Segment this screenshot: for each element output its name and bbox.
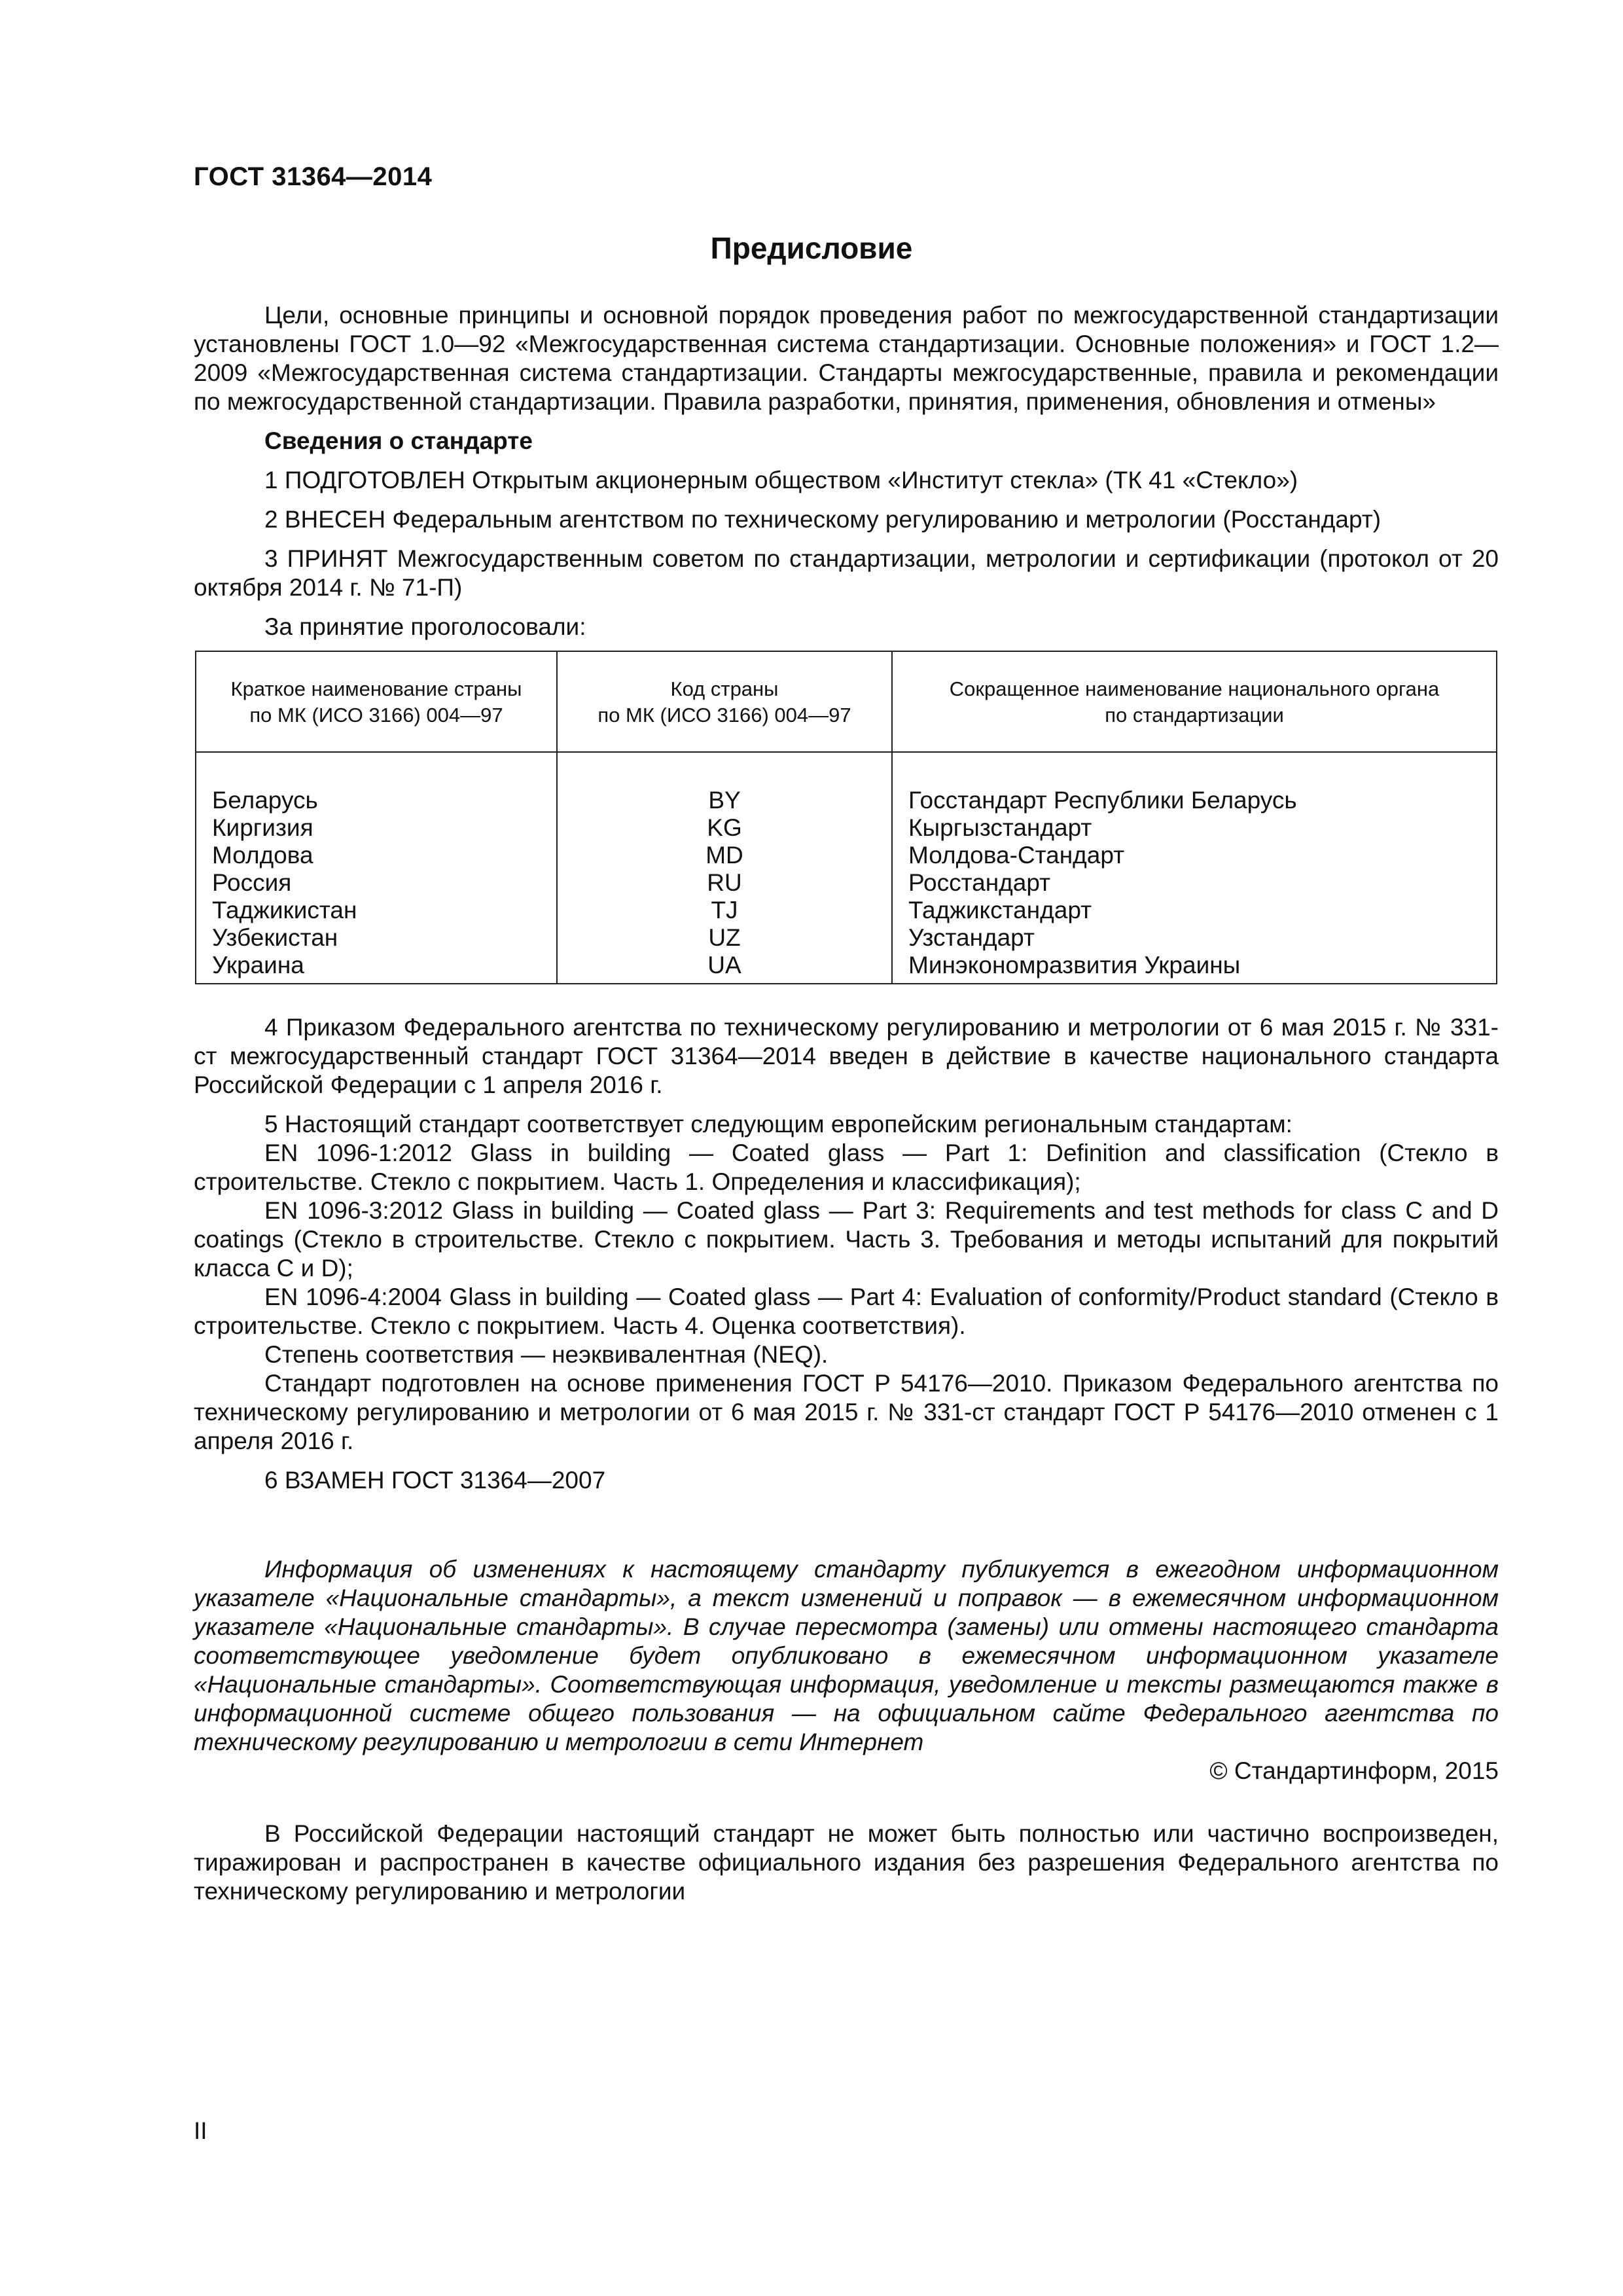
conformity-degree: Степень соответствия — неэквивалентная (NEQ). [264, 1341, 829, 1368]
voting-table [195, 651, 1497, 984]
changes-notice: Информация об изменениях к настоящему стандарту публикуется в ежегодном информационном указателе «Национальные стандарты», а текст изменений и поправок — в ежемесячном информационном указателе «Национальные стандарты». В случае пересмотра (замены) или отмены настоящего стандарта соответствующее уведомление будет опубликовано в ежемесячном информационном указателе «Национальные стандарты». Соответствующая информация, уведомление и тексты размещаются также в информационной системе общего пользования — на официальном сайте Федерального агентства по техническому регулированию и метрологии в сети Интернет [194, 1556, 1499, 1755]
item-2: 2 ВНЕСЕН Федеральным агентством по техническому регулированию и метрологии (Росстандарт) [264, 506, 1382, 533]
country-cell: Узбекистан [196, 924, 557, 952]
intro-paragraph: Цели, основные принципы и основной порядок проведения работ по межгосударственной стандартизации установлены ГОСТ 1.0—92 «Межгосударственная система стандартизации. Основные положения» и ГОСТ 1.2—2009 «Межгосударственная система стандартизации. Стандарты межгосударственные, правила и рекомендации по межгосударственной стандартизации. Правила разработки, принятия, применения, обновления и отмены» [194, 302, 1499, 415]
body-cell: Кыргызстандарт [892, 814, 1497, 842]
code-cell: RU [557, 869, 892, 897]
column-header-country: Краткое наименование страны по МК (ИСО 3166) 004—97 [196, 651, 557, 752]
table-row [196, 814, 1497, 842]
en-1096-1: EN 1096-1:2012 Glass in building — Coated glass — Part 1: Definition and classification (Стекло в строительстве. Стекло с покрытием. Часть 1. Определения и классификация); [194, 1139, 1499, 1195]
copyright: © Стандартинформ, 2015 [1209, 1757, 1499, 1784]
table-row [196, 779, 1497, 814]
country-cell: Россия [196, 869, 557, 897]
body-cell: Молдова-Стандарт [892, 842, 1497, 869]
page-number: II [194, 2117, 207, 2144]
rights-notice: В Российской Федерации настоящий стандарт не может быть полностью или частично воспроизведен, тиражирован и распространен в качестве официального издания без разрешения Федерального агентства по техническому регулированию и метрологии [194, 1820, 1499, 1905]
en-1096-3: EN 1096-3:2012 Glass in building — Coated glass — Part 3: Requirements and test methods for class C and D coatings (Стекло в строительстве. Стекло с покрытием. Часть 3. Требования и методы испытаний для покрытий класса C и D); [194, 1197, 1499, 1282]
column-header-code: Код страны по МК (ИСО 3166) 004—97 [557, 651, 892, 752]
table-row [196, 924, 1497, 952]
item-1: 1 ПОДГОТОВЛЕН Открытым акционерным обществом «Институт стекла» (ТК 41 «Стекло») [264, 467, 1298, 493]
voted-label: За принятие проголосовали: [264, 613, 586, 640]
country-cell: Беларусь [196, 779, 557, 814]
code-cell: UZ [557, 924, 892, 952]
country-cell: Молдова [196, 842, 557, 869]
country-cell: Киргизия [196, 814, 557, 842]
code-cell: UA [557, 952, 892, 984]
body-cell: Госстандарт Республики Беларусь [892, 779, 1497, 814]
table-row [196, 842, 1497, 869]
code-cell: BY [557, 779, 892, 814]
basis-paragraph: Стандарт подготовлен на основе применения ГОСТ Р 54176—2010. Приказом Федерального агентства по техническому регулированию и метрологии от 6 мая 2015 г. № 331-ст стандарт ГОСТ Р 54176—2010 отменен с 1 апреля 2016 г. [194, 1370, 1499, 1454]
body-cell: Узстандарт [892, 924, 1497, 952]
body-cell: Таджикстандарт [892, 897, 1497, 924]
item-5: 5 Настоящий стандарт соответствует следующим европейским региональным стандартам: [264, 1111, 1293, 1138]
table-row [196, 952, 1497, 984]
table-row [196, 869, 1497, 897]
en-1096-4: EN 1096-4:2004 Glass in building — Coated glass — Part 4: Evaluation of conformity/Product standard (Стекло в строительстве. Стекло с покрытием. Часть 4. Оценка соответствия). [194, 1283, 1499, 1339]
body-cell: Росстандарт [892, 869, 1497, 897]
info-heading: Сведения о стандарте [264, 427, 533, 454]
item-3: 3 ПРИНЯТ Межгосударственным советом по стандартизации, метрологии и сертификации (протокол от 20 октября 2014 г. № 71-П) [194, 545, 1499, 601]
column-header-body: Сокращенное наименование национального органа по стандартизации [892, 651, 1497, 752]
code-cell: KG [557, 814, 892, 842]
table-header-row [196, 651, 1497, 752]
item-6: 6 ВЗАМЕН ГОСТ 31364—2007 [264, 1467, 606, 1494]
page-title: Предисловие [710, 231, 913, 265]
code-cell: MD [557, 842, 892, 869]
country-cell: Украина [196, 952, 557, 984]
document-body [194, 301, 1499, 1906]
item-4: 4 Приказом Федерального агентства по техническому регулированию и метрологии от 6 мая 2015 г. № 331-ст межгосударственный стандарт ГОСТ 31364—2014 введен в действие в качестве национального стандарта Российской Федерации с 1 апреля 2016 г. [194, 1014, 1499, 1098]
table-row [196, 897, 1497, 924]
code-cell: TJ [557, 897, 892, 924]
country-cell: Таджикистан [196, 897, 557, 924]
body-cell: Минэкономразвития Украины [892, 952, 1497, 984]
document-header: ГОСТ 31364—2014 [194, 162, 433, 191]
